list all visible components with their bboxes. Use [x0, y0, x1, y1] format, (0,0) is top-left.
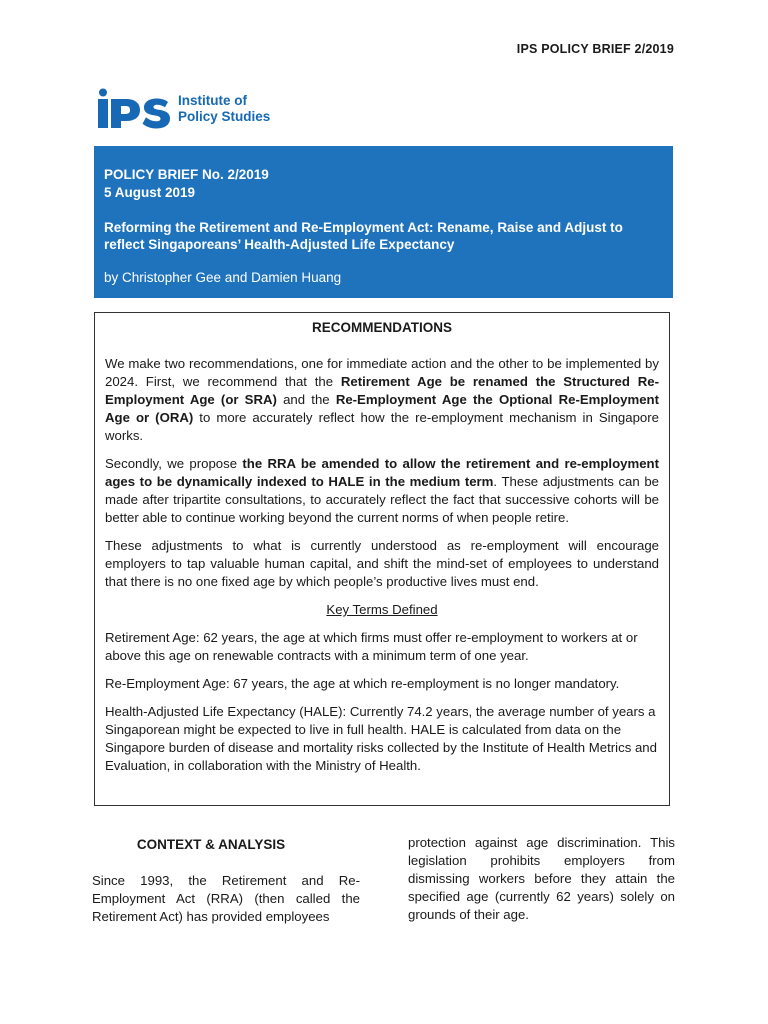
context-heading: CONTEXT & ANALYSIS [136, 837, 286, 852]
recommendation-paragraph-1 [105, 355, 659, 445]
recommendations-box [94, 312, 670, 806]
rec-p1-bold-b: Retirement Age be renamed the Structured Re-Employment Age (or SRA) [105, 374, 659, 407]
ips-logo [96, 88, 270, 130]
logo-name-line2: Policy Studies [178, 109, 271, 124]
policy-brief-date: 5 August 2019 [104, 185, 196, 200]
policy-brief-authors: by Christopher Gee and Damien Huang [104, 270, 342, 285]
context-left-column [92, 836, 360, 926]
document-header-reference: IPS POLICY BRIEF 2/2019 [516, 42, 674, 56]
rec-p1-text-a: We make two recommendations, one for immediate action and the other to be implemented by 2024. First, we recommend that the [105, 356, 659, 389]
recommendation-paragraph-3: These adjustments to what is currently understood as re-employment will encourage employers to tap valuable human capital, and shift the mind-set of employees to understand that there is no one fixed age by which people’s productive lives must end. [105, 538, 659, 589]
recommendation-paragraph-2 [105, 455, 659, 527]
rec-p2-text-c: . These adjustments can be made after tripartite consultations, to accurately reflect the fact that successive cohorts will be better able to continue working beyond the current norms of when people retire. [105, 474, 660, 525]
ips-logo-wordmark [178, 93, 270, 125]
ips-logo-mark [96, 88, 172, 130]
context-right-paragraph: protection against age discrimination. This legislation prohibits employers from dismissing workers before they attain the specified age (currently 62 years) solely on grounds of their age. [408, 835, 675, 922]
recommendations-title: RECOMMENDATIONS [312, 320, 452, 335]
policy-brief-number: POLICY BRIEF No. 2/2019 [104, 167, 269, 182]
term-re-employment-age: Re-Employment Age: 67 years, the age at which re-employment is no longer mandatory. [105, 676, 620, 691]
term-retirement-age: Retirement Age: 62 years, the age at which firms must offer re-employment to workers at or above this age on renewable contracts with a minimum term of one year. [105, 630, 638, 663]
rec-p2-bold-b: the RRA be amended to allow the retirement and re-employment ages to be dynamically indexed to HALE in the medium term [105, 456, 659, 489]
rec-p2-text-a: Secondly, we propose [105, 456, 243, 471]
key-terms-heading: Key Terms Defined [326, 602, 438, 617]
rec-p1-text-e: to more accurately reflect how the re-employment mechanism in Singapore works. [105, 410, 659, 443]
rec-p1-bold-d: Re-Employment Age the Optional Re-Employment Age or (ORA) [105, 392, 659, 425]
context-right-column [408, 834, 675, 924]
term-hale: Health-Adjusted Life Expectancy (HALE): Currently 74.2 years, the average number of years a Singaporean might be expected to live in full health. HALE is calculated from data on the Singapore burden of disease and mortality risks collected by the Institute of Health Metrics and Evaluation, in collaboration with the Ministry of Health. [105, 704, 657, 773]
policy-brief-title: Reforming the Retirement and Re-Employment Act: Rename, Raise and Adjust to reflect Singaporeans’ Health-Adjusted Life Expectancy [104, 220, 623, 252]
policy-brief-banner [94, 146, 673, 298]
logo-name-line1: Institute of [178, 93, 247, 108]
rec-p1-text-c: and the [276, 392, 336, 407]
context-left-paragraph: Since 1993, the Retirement and Re-Employment Act (RRA) (then called the Retirement Act) has provided employees [92, 873, 360, 924]
